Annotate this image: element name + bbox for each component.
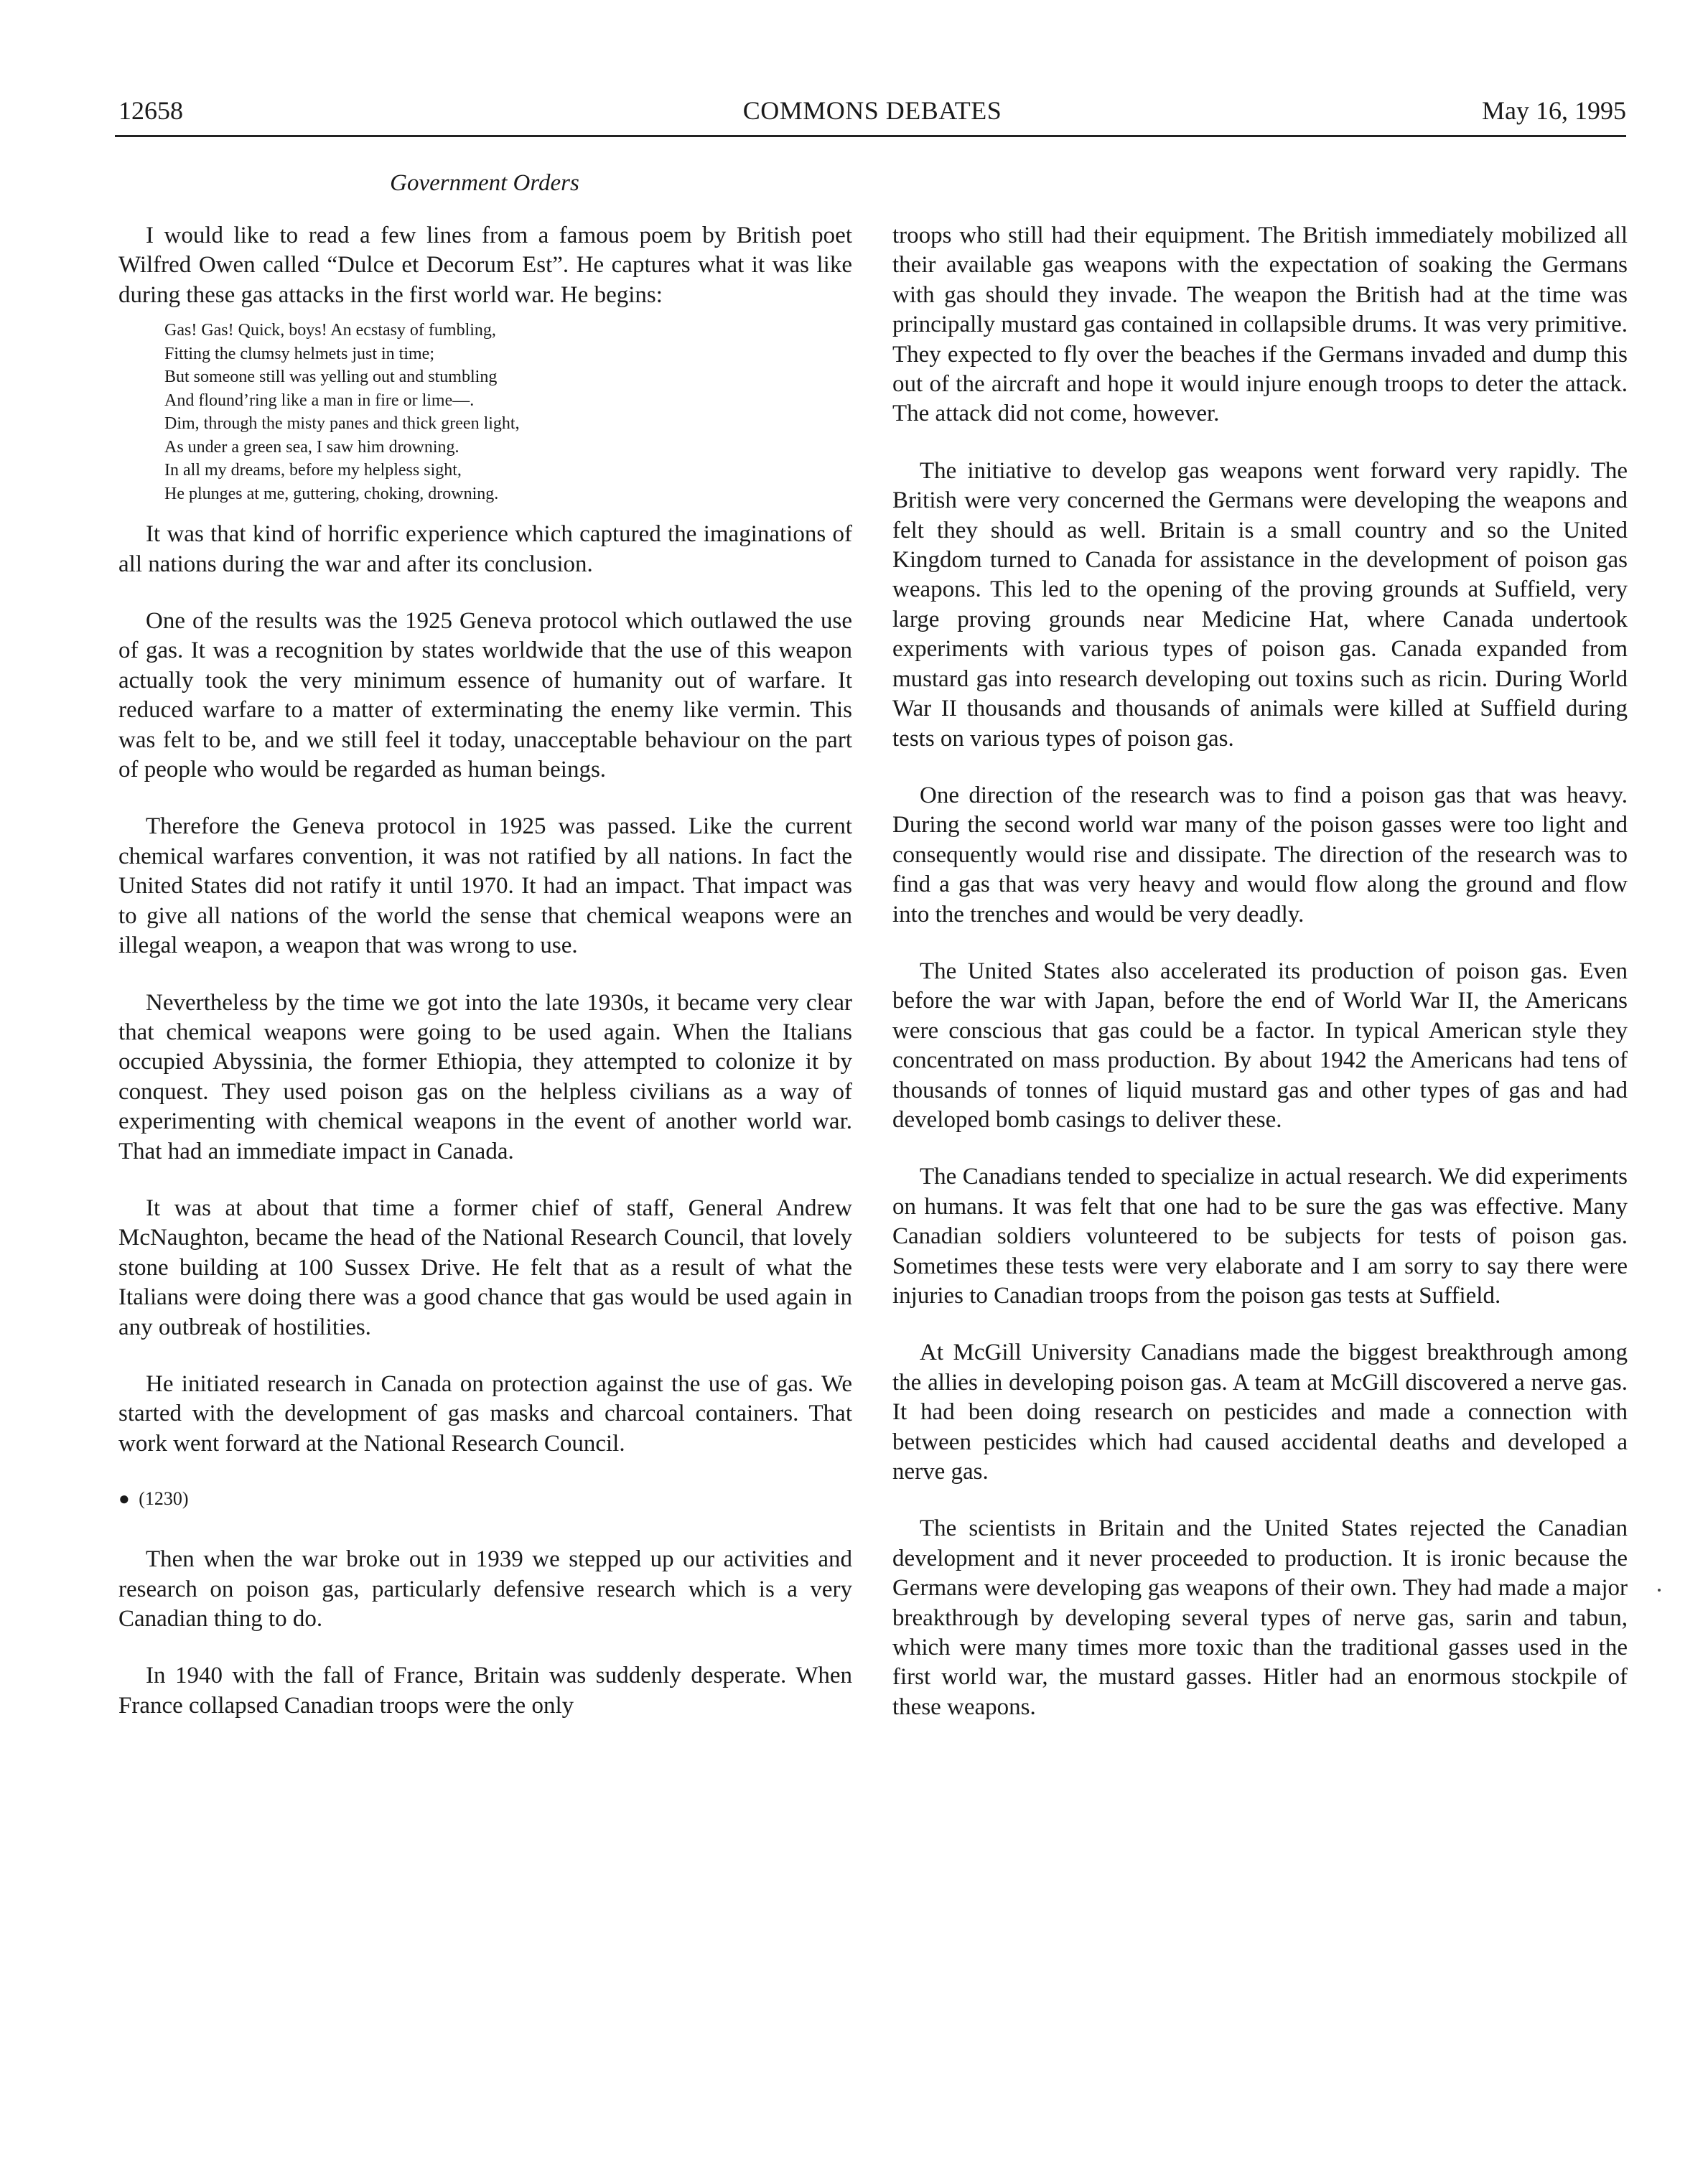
header-rule <box>115 135 1626 137</box>
publication-date: May 16, 1995 <box>1482 96 1626 125</box>
paragraph: Then when the war broke out in 1939 we stepped up our activities and research on poison gas, particularly defensive research which is a very Canadian thing to do. <box>118 1546 852 1632</box>
paragraph: In 1940 with the fall of France, Britain was suddenly desperate. When France collapsed Canadian troops were the only <box>118 1663 852 1719</box>
poem-quote <box>118 319 852 505</box>
poem-line: In all my dreams, before my helpless sight, <box>164 461 462 480</box>
paragraph: The United States also accelerated its production of poison gas. Even before the war with Japan, before the end of World War II, the Americans were conscious that gas could be a factor. In typical American style they concentrated on mass production. By about 1942 the Americans had tens of thousands of tonnes of liquid mustard gas and other types of gas and had developed bomb casings to deliver these. <box>892 958 1628 1133</box>
poem-line: Fitting the clumsy helmets just in time; <box>164 344 434 363</box>
paragraph: At McGill University Canadians made the biggest breakthrough among the allies in developing poison gas. A team at McGill discovered a nerve gas. It had been doing research on pesticides and made a connection with between pesticides which had caused accidental deaths and developed a nerve gas. <box>892 1340 1628 1485</box>
paragraph: One direction of the research was to find a poison gas that was heavy. During the second world war many of the poison gasses were too light and consequently would rise and dissipate. The direction of the research was to find a gas that was very heavy and would flow along the ground and flow into the trenches and would be very deadly. <box>892 782 1628 928</box>
paragraph: He initiated research in Canada on protection against the use of gas. We started with the development of gas masks and charcoal containers. That work went forward at the National Research Council. <box>118 1370 852 1457</box>
publication-title: COMMONS DEBATES <box>742 96 1002 125</box>
paragraph: Nevertheless by the time we got into the late 1930s, it became very clear that chemical weapons were going to be used again. When the Italians occupied Abyssinia, the former Ethiopia, they attempted to colonize it by conquest. They used poison gas on the helpless civilians as a way of experimenting with chemical weapons in the event of another world war. That had an immediate impact in Canada. <box>118 989 852 1164</box>
left-column <box>118 221 852 1748</box>
paragraph: It was at about that time a former chief of staff, General Andrew McNaughton, became the head of the National Research Council, that lovely stone building at 100 Sussex Drive. He felt that as a result of what the Italians were doing there was a good chance that gas would be used again in any outbreak of hostilities. <box>118 1195 852 1340</box>
time-marker-label: (1230) <box>139 1488 189 1510</box>
page-number: 12658 <box>118 96 183 125</box>
section-title: Government Orders <box>390 170 579 196</box>
poem-line: As under a green sea, I saw him drowning. <box>164 437 459 457</box>
poem-line: But someone still was yelling out and stumbling <box>164 368 498 387</box>
paragraph: It was that kind of horrific experience which captured the imaginations of all nations during the war and after its conclusion. <box>118 521 852 577</box>
poem-line: Dim, through the misty panes and thick green light, <box>164 414 520 434</box>
paragraph: The initiative to develop gas weapons went forward very rapidly. The British were very concerned the Germans were developing the weapons and felt they should as well. Britain is a small country and so the United Kingdom turned to Canada for assistance in the development of poison gas weapons. This led to the opening of the proving grounds at Suffield, very large proving grounds near Medicine Hat, where Canada undertook experiments with various types of poison gas. Canada expanded from mustard gas into research developing out toxins such as ricin. During World War II thousands and thousands of animals were killed at Suffield during tests on various types of poison gas. <box>892 457 1628 752</box>
poem-line: He plunges at me, guttering, choking, drowning. <box>164 484 499 503</box>
paragraph: troops who still had their equipment. The British immediately mobilized all their available gas weapons with the expectation of soaking the Germans with gas should they invade. The weapon the British had at the time was principally mustard gas contained in collapsible drums. It was very primitive. They expected to fly over the beaches if the Germans invaded and dump this out of the aircraft and hope it would injure enough troops to deter the attack. The attack did not come, however. <box>892 223 1628 427</box>
poem-line: Gas! Gas! Quick, boys! An ecstasy of fumbling, <box>164 321 496 340</box>
paragraph: The Canadians tended to specialize in actual research. We did experiments on humans. It was felt that one had to be sure the gas was effective. Many Canadian soldiers volunteered to be subjects for tests of poison gas. Sometimes these tests were very elaborate and I am sorry to say there were injuries to Canadian troops from the poison gas tests at Suffield. <box>892 1164 1628 1309</box>
paragraph: One of the results was the 1925 Geneva protocol which outlawed the use of gas. It was a recognition by states worldwide that the use of this weapon actually took the very minimum essence of humanity out of warfare. It reduced warfare to a matter of exterminating the enemy like vermin. This was felt to be, and we still feel it today, unacceptable behaviour on the part of people who would be regarded as human beings. <box>118 608 852 783</box>
paragraph: The scientists in Britain and the United States rejected the Canadian development and it never proceeded to production. It is ironic because the Germans were developing gas weapons of their own. They had made a major breakthrough by developing several types of nerve gas, sarin and tabun, which were many times more toxic than the traditional gasses used in the first world war, the mustard gasses. Hitler had an enormous stockpile of these weapons. <box>892 1515 1628 1720</box>
scan-speck <box>1658 1589 1661 1592</box>
time-marker <box>118 1486 852 1512</box>
right-column <box>892 221 1628 1749</box>
page-header <box>118 95 1626 138</box>
bullet-icon: ● <box>118 1488 130 1510</box>
paragraph: I would like to read a few lines from a famous poem by British poet Wilfred Owen called “Dulce et Decorum Est”. He captures what it was like during these gas attacks in the first world war. He begins: <box>118 223 852 308</box>
paragraph: Therefore the Geneva protocol in 1925 was passed. Like the current chemical warfares convention, it was not ratified by all nations. In fact the United States did not ratify it until 1970. It had an impact. That impact was to give all nations of the world the sense that chemical weapons were an illegal weapon, a weapon that was wrong to use. <box>118 813 852 959</box>
poem-line: And flound’ring like a man in fire or lime—. <box>164 391 475 410</box>
